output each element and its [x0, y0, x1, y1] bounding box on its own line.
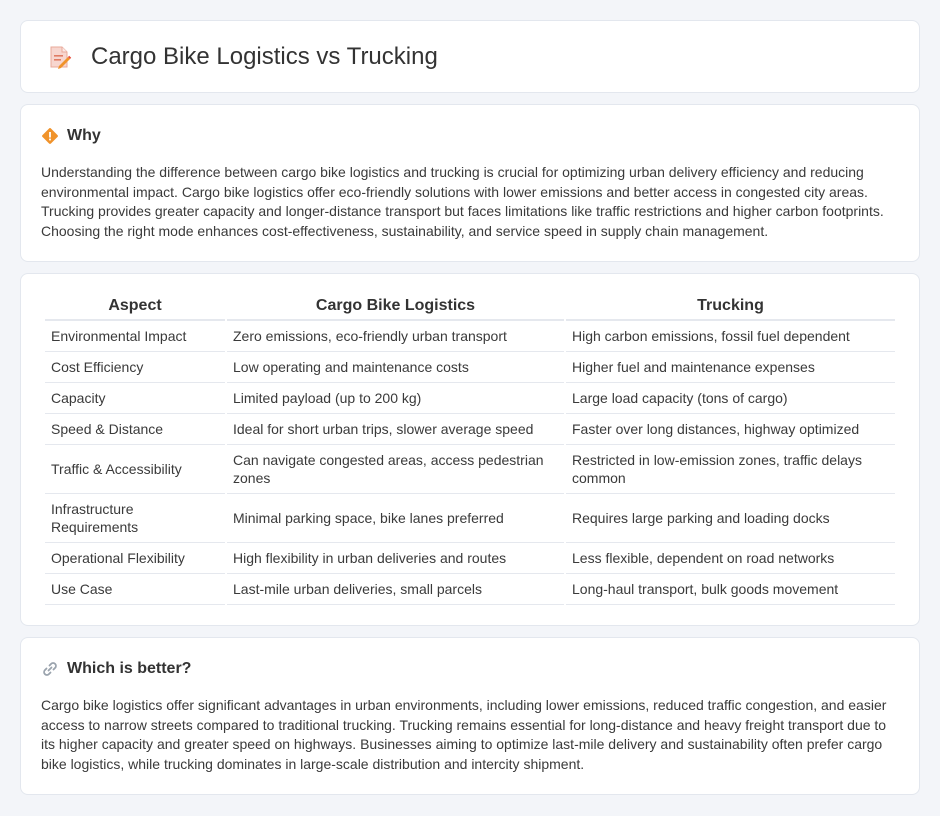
header-aspect: Aspect [45, 294, 225, 321]
table-row [45, 445, 895, 494]
table-row [45, 494, 895, 543]
why-text: Understanding the difference between cargo bike logistics and trucking is crucial for optimizing urban delivery efficiency and reducing environmental impact. Cargo bike logistics offer eco-friendly solutions with lower emissions and better access in congested city areas. Trucking provides greater capacity and longer-distance transport but faces limitations like traffic restrictions and higher carbon footprints. Choosing the right mode enhances cost-effectiveness, sustainability, and service speed in supply chain management. [41, 164, 884, 239]
row-aspect: Use Case [45, 574, 225, 605]
better-heading: Which is better? [67, 660, 192, 677]
table-row [45, 321, 895, 352]
row-cargo-bike: Minimal parking space, bike lanes preferred [227, 494, 564, 543]
row-trucking: Long-haul transport, bulk goods movement [566, 574, 895, 605]
row-cargo-bike: High flexibility in urban deliveries and routes [227, 543, 564, 574]
row-aspect: Speed & Distance [45, 414, 225, 445]
header-trucking: Trucking [566, 294, 895, 321]
row-trucking: High carbon emissions, fossil fuel dependent [566, 321, 895, 352]
row-aspect: Infrastructure Requirements [45, 494, 225, 543]
better-text: Cargo bike logistics offer significant advantages in urban environments, including lower emissions, reduced traffic congestion, and easier access to narrow streets compared to traditional trucking. Trucking remains essential for long-distance and heavy freight transport due to its higher capacity and greater speed on highways. Businesses aiming to optimize last-mile delivery and sustainability often prefer cargo bike logistics, while trucking dominates in large-scale distribution and intercity shipment. [41, 697, 887, 772]
row-aspect: Capacity [45, 383, 225, 414]
table-row [45, 383, 895, 414]
row-trucking: Faster over long distances, highway optimized [566, 414, 895, 445]
why-heading: Why [67, 127, 101, 144]
row-aspect: Traffic & Accessibility [45, 445, 225, 494]
table-row [45, 414, 895, 445]
table-row [45, 352, 895, 383]
better-section [20, 637, 920, 795]
row-aspect: Cost Efficiency [45, 352, 225, 383]
comparison-table-card [20, 273, 920, 626]
table-row [45, 574, 895, 605]
row-cargo-bike: Ideal for short urban trips, slower average speed [227, 414, 564, 445]
document-pencil-icon [45, 43, 73, 71]
row-trucking: Restricted in low-emission zones, traffic delays common [566, 445, 895, 494]
row-trucking: Large load capacity (tons of cargo) [566, 383, 895, 414]
row-cargo-bike: Limited payload (up to 200 kg) [227, 383, 564, 414]
row-aspect: Operational Flexibility [45, 543, 225, 574]
row-cargo-bike: Can navigate congested areas, access pedestrian zones [227, 445, 564, 494]
comparison-table [43, 294, 897, 605]
row-trucking: Requires large parking and loading docks [566, 494, 895, 543]
row-trucking: Less flexible, dependent on road networks [566, 543, 895, 574]
row-cargo-bike: Zero emissions, eco-friendly urban transport [227, 321, 564, 352]
diamond-sign-icon [41, 127, 59, 145]
row-cargo-bike: Low operating and maintenance costs [227, 352, 564, 383]
row-cargo-bike: Last-mile urban deliveries, small parcels [227, 574, 564, 605]
title-card [20, 20, 920, 93]
row-aspect: Environmental Impact [45, 321, 225, 352]
page-title: Cargo Bike Logistics vs Trucking [91, 42, 438, 70]
table-row [45, 543, 895, 574]
link-icon [41, 660, 59, 678]
header-cargo-bike: Cargo Bike Logistics [227, 294, 564, 321]
row-trucking: Higher fuel and maintenance expenses [566, 352, 895, 383]
why-section [20, 104, 920, 262]
